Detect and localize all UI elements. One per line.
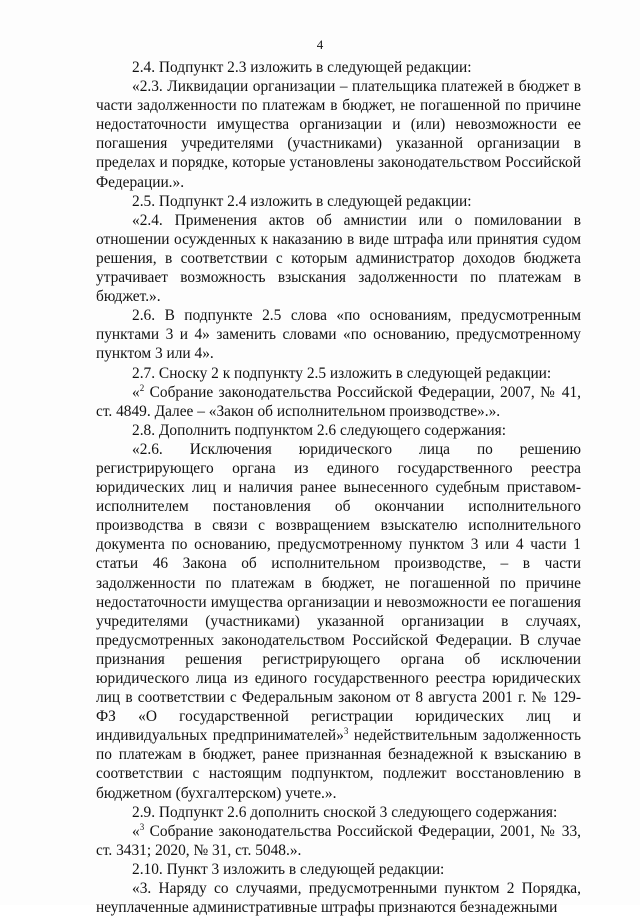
paragraph-3-text: «3. Наряду со случаями, предусмотренными пунктом 2 Порядка, неуплаченные административные штрафы признаются безнадежными (96, 880, 581, 917)
paragraph-2-10-heading: 2.10. Пункт 3 изложить в следующей редакции: (132, 860, 445, 878)
open-quote-2: « (132, 822, 140, 840)
footnote-3-body: Собрание законодательства Российской Федерации, 2001, № 33, ст. 3431; 2020, № 31, ст. 5048.». (96, 822, 581, 859)
paragraph-2-4-heading: 2.4. Подпункт 2.3 изложить в следующей редакции: (132, 59, 472, 76)
paragraph-2-8-heading: 2.8. Дополнить подпунктом 2.6 следующего содержания: (132, 421, 507, 439)
paragraph-2-6-continuation: недействительным задолженность по платежам в бюджет, ранее признанная безнадежной к взысканию в соответствии с настоящим подпунктом, подлежит восстановлению в бюджетном (бухгалтерском) учете.». (96, 727, 582, 802)
paragraph-2-5-heading: 2.5. Подпункт 2.4 изложить в следующей редакции: (132, 192, 472, 210)
footnote-2-text (96, 383, 581, 421)
paragraph-2-3-text: «2.3. Ликвидации организации – плательщика платежей в бюджет в части задолженности по платежам в бюджет, не погашенной по причине недостаточности имущества организации и (или) невозможности ее погашения учредителями (участниками) указанной организации в пределах и порядке, которые установлены законодательством Российской Федерации.». (96, 78, 581, 191)
paragraph-2-7-heading: 2.7. Сноску 2 к подпункту 2.5 изложить в следующей редакции: (132, 364, 552, 382)
paragraph-2-6-text (96, 440, 581, 803)
paragraph-2-9-heading: 2.9. Подпункт 2.6 дополнить сноской 3 следующего содержания: (132, 803, 558, 821)
open-quote: « (132, 383, 140, 401)
footnote-marker-2: 2 (139, 382, 145, 393)
footnote-marker-3: 3 (139, 821, 145, 832)
footnote-2-body: Собрание законодательства Российской Федерации, 2007, № 41, ст. 4849. Далее – «Закон об исполнительном производстве».». (96, 383, 581, 420)
paragraph-2-6: 2.6. В подпункте 2.5 слова «по основаниям, предусмотренным пунктами 3 и 4» заменить словами «по основанию, предусмотренному пунктом 3 или 4». (96, 307, 581, 363)
paragraph-2-6-body: «2.6. Исключения юридического лица по решению регистрирующего органа из единого государственного реестра юридических лиц и наличия ранее вынесенного судебным приставом-исполнителем постановления об окончании исполнительного производства в связи с возвращением взыскателю исполнительного документа по основанию, предусмотренному пунктом 3 или 4 части 1 статьи 46 Закона об исполнительном производстве, – в части задолженности по платежам в бюджет, не погашенной по причине недостаточности имущества организации и невозможности ее погашения учредителями (участниками) указанной организации в случаях, предусмотренных законодательством Российской Федерации. В случае признания решения регистрирующего органа об исключении юридического лица из единого государственного реестра юридических лиц в соответствии с Федеральным законом от 8 августа 2001 г. № 129-ФЗ «О государственной регистрации юридических лиц и индивидуальных предпринимателей» (96, 440, 581, 745)
page-number: 4 (316, 37, 324, 52)
footnote-ref-3: 3 (343, 726, 349, 737)
document-body (96, 58, 581, 917)
footnote-3-text (96, 822, 581, 860)
paragraph-2-4-text: «2.4. Применения актов об амнистии или о помиловании в отношении осужденных к наказанию в виде штрафа или принятия судом решения, в соответствии с которым администратор доходов бюджета утрачивает возможность взыскания задолженности по платежам в бюджет.». (96, 211, 581, 306)
